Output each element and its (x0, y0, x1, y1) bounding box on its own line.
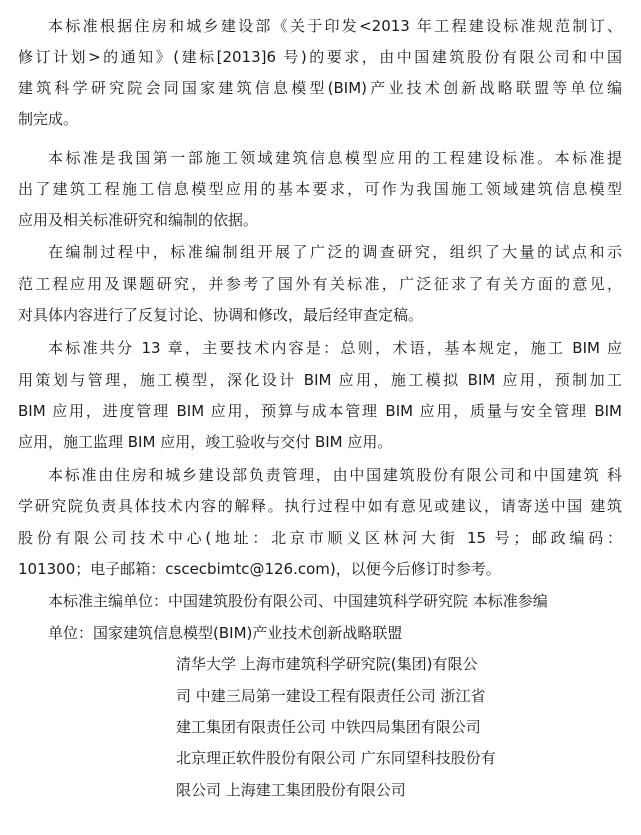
text-line: 在编制过程中，标准编制组开展了广泛的调查研究，组织了大量的试点和示 (48, 243, 622, 261)
text-line: 101300；电子邮箱：cscecbimtc@126.com)，以便今后修订时参考。 (18, 560, 501, 578)
text-line: 本标准由住房和城乡建设部负责管理，由中国建筑股份有限公司和中国建筑 科 (48, 466, 622, 484)
text-line: 修订计划>的通知》(建标[2013]6 号)的要求，由中国建筑股份有限公司和中国 (18, 48, 622, 66)
text-line: 出了建筑工程施工信息模型应用的基本要求，可作为我国施工领域建筑信息模型 (18, 180, 622, 198)
text-line: 本标准根据住房和城乡建设部《关于印发<2013 年工程建设标准规范制订、 (48, 17, 622, 35)
org-line: 司 中建三局第一建设工程有限责任公司 浙江省 (176, 687, 486, 705)
text-line: BIM 应用，进度管理 BIM 应用，预算与成本管理 BIM 应用，质量与安全管理 BIM (18, 402, 622, 420)
text-line: 本标准共分 13 章，主要技术内容是：总则，术语，基本规定，施工 BIM 应 (48, 339, 622, 357)
text-line: 范工程应用及课题研究，并参考了国外有关标准，广泛征求了有关方面的意见， (18, 275, 622, 293)
org-line: 限公司 上海建工集团股份有限公司 (176, 781, 406, 799)
text-line: 股份有限公司技术中心(地址：北京市顺义区林河大街 15 号；邮政编码： (18, 529, 622, 547)
org-line: 北京理正软件股份有限公司 广东同望科技股份有 (176, 749, 496, 767)
text-line: 对具体内容进行了反复讨论、协调和修改，最后经审查定稿。 (18, 306, 424, 324)
text-line: 制完成。 (18, 110, 79, 128)
text-line: 本标准主编单位：中国建筑股份有限公司、中国建筑科学研究院 本标准参编 (48, 592, 548, 610)
text-line: 本标准是我国第一部施工领域建筑信息模型应用的工程建设标准。本标准提 (48, 149, 622, 167)
text-line: 建筑科学研究院会同国家建筑信息模型(BIM)产业技术创新战略联盟等单位编 (18, 79, 622, 97)
text-line: 单位：国家建筑信息模型(BIM)产业技术创新战略联盟 (48, 624, 403, 642)
org-line: 清华大学 上海市建筑科学研究院(集团)有限公 (176, 655, 478, 673)
text-line: 用策划与管理，施工模型，深化设计 BIM 应用，施工模拟 BIM 应用，预制加工 (18, 371, 622, 389)
text-line: 应用，施工监理 BIM 应用，竣工验收与交付 BIM 应用。 (18, 433, 393, 451)
text-line: 学研究院负责具体技术内容的解释。执行过程中如有意见或建议，请寄送中国 建筑 (18, 497, 622, 515)
text-line: 应用及相关标准研究和编制的依据。 (18, 211, 259, 229)
org-line: 建工集团有限责任公司 中铁四局集团有限公司 (176, 718, 481, 736)
